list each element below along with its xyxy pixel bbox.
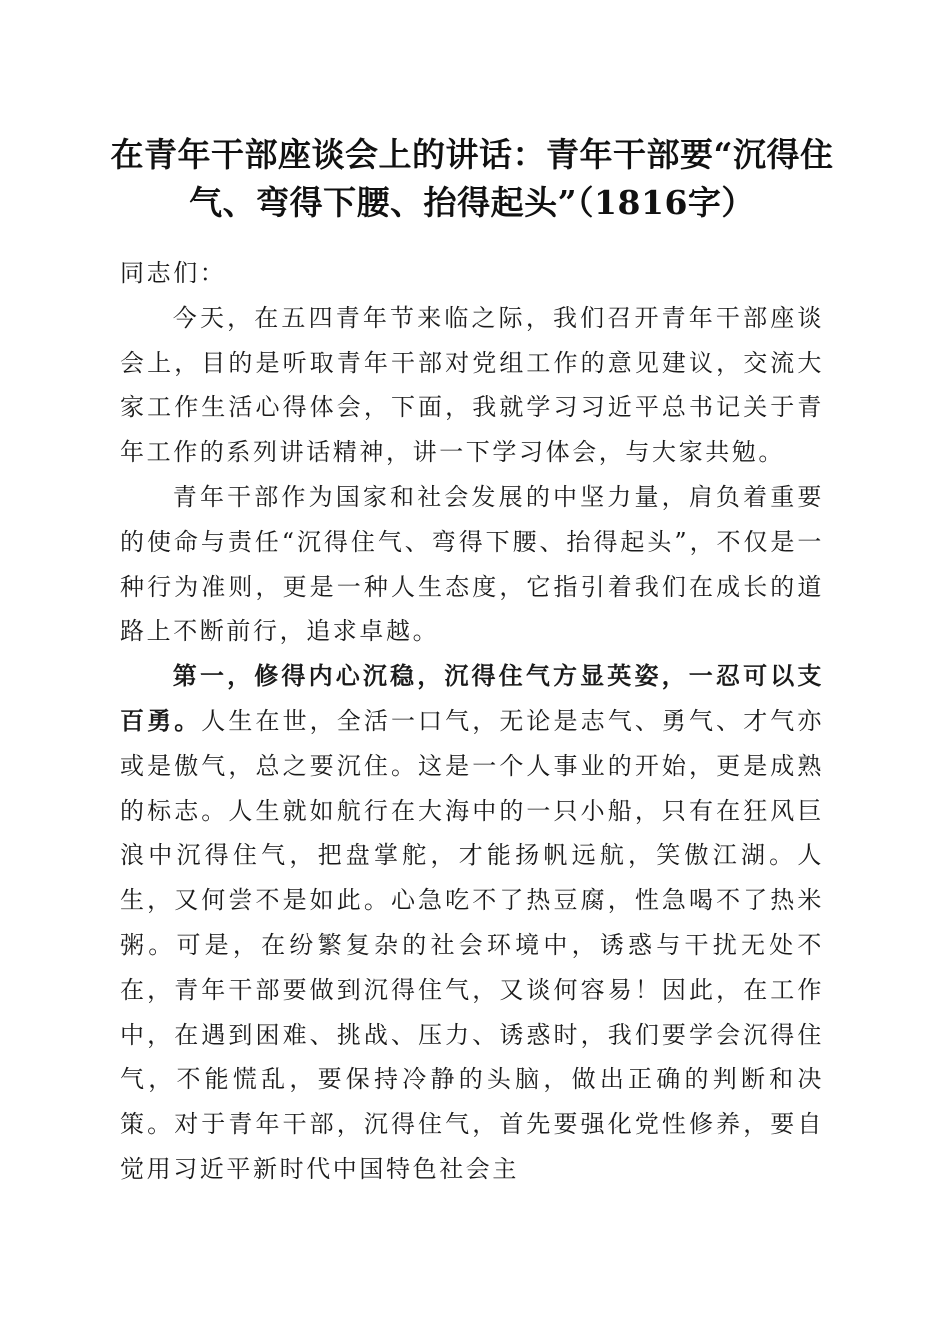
paragraph-2 [120,475,824,654]
paragraph-1 [120,296,824,475]
paragraph-3 [120,654,824,1192]
document-body [120,251,824,1192]
document-title: 在青年干部座谈会上的讲话：青年干部要“沉得住气、弯得下腰、抬得起头”（1816字） [110,135,834,222]
paragraph-2-text: 青年干部作为国家和社会发展的中坚力量，肩负着重要的使命与责任“沉得住气、弯得下腰、抬得起头”，不仅是一种行为准则，更是一种人生态度，它指引着我们在成长的道路上不断前行，追求卓越。 [120,482,824,646]
paragraph-1-text: 今天，在五四青年节来临之际，我们召开青年干部座谈会上，目的是听取青年干部对党组工作的意见建议，交流大家工作生活心得体会，下面，我就学习习近平总书记关于青年工作的系列讲话精神，讲一下学习体会，与大家共勉。 [120,303,824,467]
paragraph-3-lead: 第一，修得内心沉稳，沉得住气方显英姿，一忍可以支百勇。 [120,661,824,735]
paragraph-3-text: 人生在世，全活一口气，无论是志气、勇气、才气亦或是傲气，总之要沉住。这是一个人事业的开始，更是成熟的标志。人生就如航行在大海中的一只小船，只有在狂风巨浪中沉得住气，把盘掌舵，才能扬帆远航，笑傲江湖。人生，又何尝不是如此。心急吃不了热豆腐，性急喝不了热米粥。可是，在纷繁复杂的社会环境中，诱惑与干扰无处不在，青年干部要做到沉得住气，又谈何容易！因此，在工作中，在遇到困难、挑战、压力、诱惑时，我们要学会沉得住气，不能慌乱，要保持冷静的头脑，做出正确的判断和决策。对于青年干部，沉得住气，首先要强化党性修养，要自觉用习近平新时代中国特色社会主 [120,706,824,1183]
salutation: 同志们： [120,259,227,287]
